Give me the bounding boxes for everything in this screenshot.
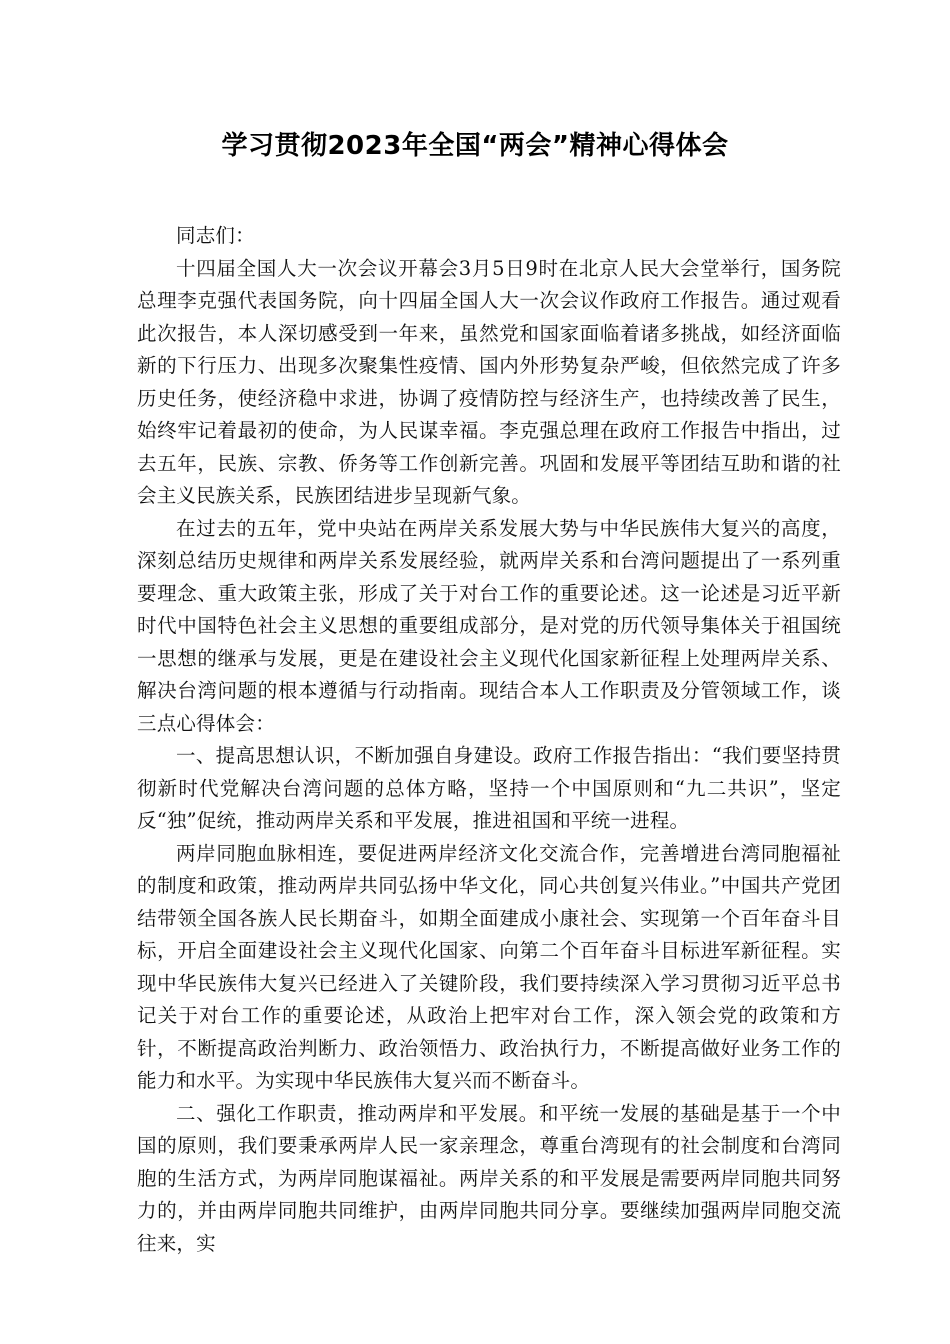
paragraph-4: 两岸同胞血脉相连，要促进两岸经济文化交流合作，完善增进台湾同胞福祉的制度和政策，推动两岸共同弘扬中华文化，同心共创复兴伟业。”中国共产党团结带领全国各族人民长期奋斗，如期全面建成小康社会、实现第一个百年奋斗目标，开启全面建设社会主义现代化国家、向第二个百年奋斗目标进军新征程。实现中华民族伟大复兴已经进入了关键阶段，我们要持续深入学习贯彻习近平总书记关于对台工作的重要论述，从政治上把牢对台工作，深入领会党的政策和方针，不断提高政治判断力、政治领悟力、政治执行力，不断提高做好业务工作的能力和水平。为实现中华民族伟大复兴而不断奋斗。 bbox=[137, 841, 841, 1092]
document-title: 学习贯彻2023年全国“两会”精神心得体会 bbox=[221, 131, 729, 161]
paragraph-5: 二、强化工作职责，推动两岸和平发展。和平统一发展的基础是基于一个中国的原则，我们要秉承两岸人民一家亲理念，尊重台湾现有的社会制度和台湾同胞的生活方式，为两岸同胞谋福祉。两岸关系的和平发展是需要两岸同胞共同努力的，并由两岸同胞共同维护，由两岸同胞共同分享。要继续加强两岸同胞交流往来，实 bbox=[137, 1101, 841, 1255]
paragraph-2: 在过去的五年，党中央站在两岸关系发展大势与中华民族伟大复兴的高度，深刻总结历史规律和两岸关系发展经验，就两岸关系和台湾问题提出了一系列重要理念、重大政策主张，形成了关于对台工作的重要论述。这一论述是习近平新时代中国特色社会主义思想的重要组成部分，是对党的历代领导集体关于祖国统一思想的继承与发展，更是在建设社会主义现代化国家新征程上处理两岸关系、解决台湾问题的根本遵循与行动指南。现结合本人工作职责及分管领域工作，谈三点心得体会： bbox=[137, 516, 841, 735]
greeting: 同志们： bbox=[176, 224, 255, 247]
paragraph-1: 十四届全国人大一次会议开幕会3月5日9时在北京人民大会堂举行，国务院总理李克强代表国务院，向十四届全国人大一次会议作政府工作报告。通过观看此次报告，本人深切感受到一年来，虽然党和国家面临着诸多挑战，如经济面临新的下行压力、出现多次聚集性疫情、国内外形势复杂严峻，但依然完成了许多历史任务，使经济稳中求进，协调了疫情防控与经济生产，也持续改善了民生，始终牢记着最初的使命，为人民谋幸福。李克强总理在政府工作报告中指出，过去五年，民族、宗教、侨务等工作创新完善。巩固和发展平等团结互助和谐的社会主义民族关系，民族团结进步呈现新气象。 bbox=[137, 256, 841, 507]
document-body bbox=[137, 220, 841, 1260]
paragraph-3: 一、提高思想认识，不断加强自身建设。政府工作报告指出：“我们要坚持贯彻新时代党解决台湾问题的总体方略，坚持一个中国原则和“九二共识”，坚定反“独”促统，推动两岸关系和平发展，推进祖国和平统一进程。 bbox=[137, 744, 841, 832]
